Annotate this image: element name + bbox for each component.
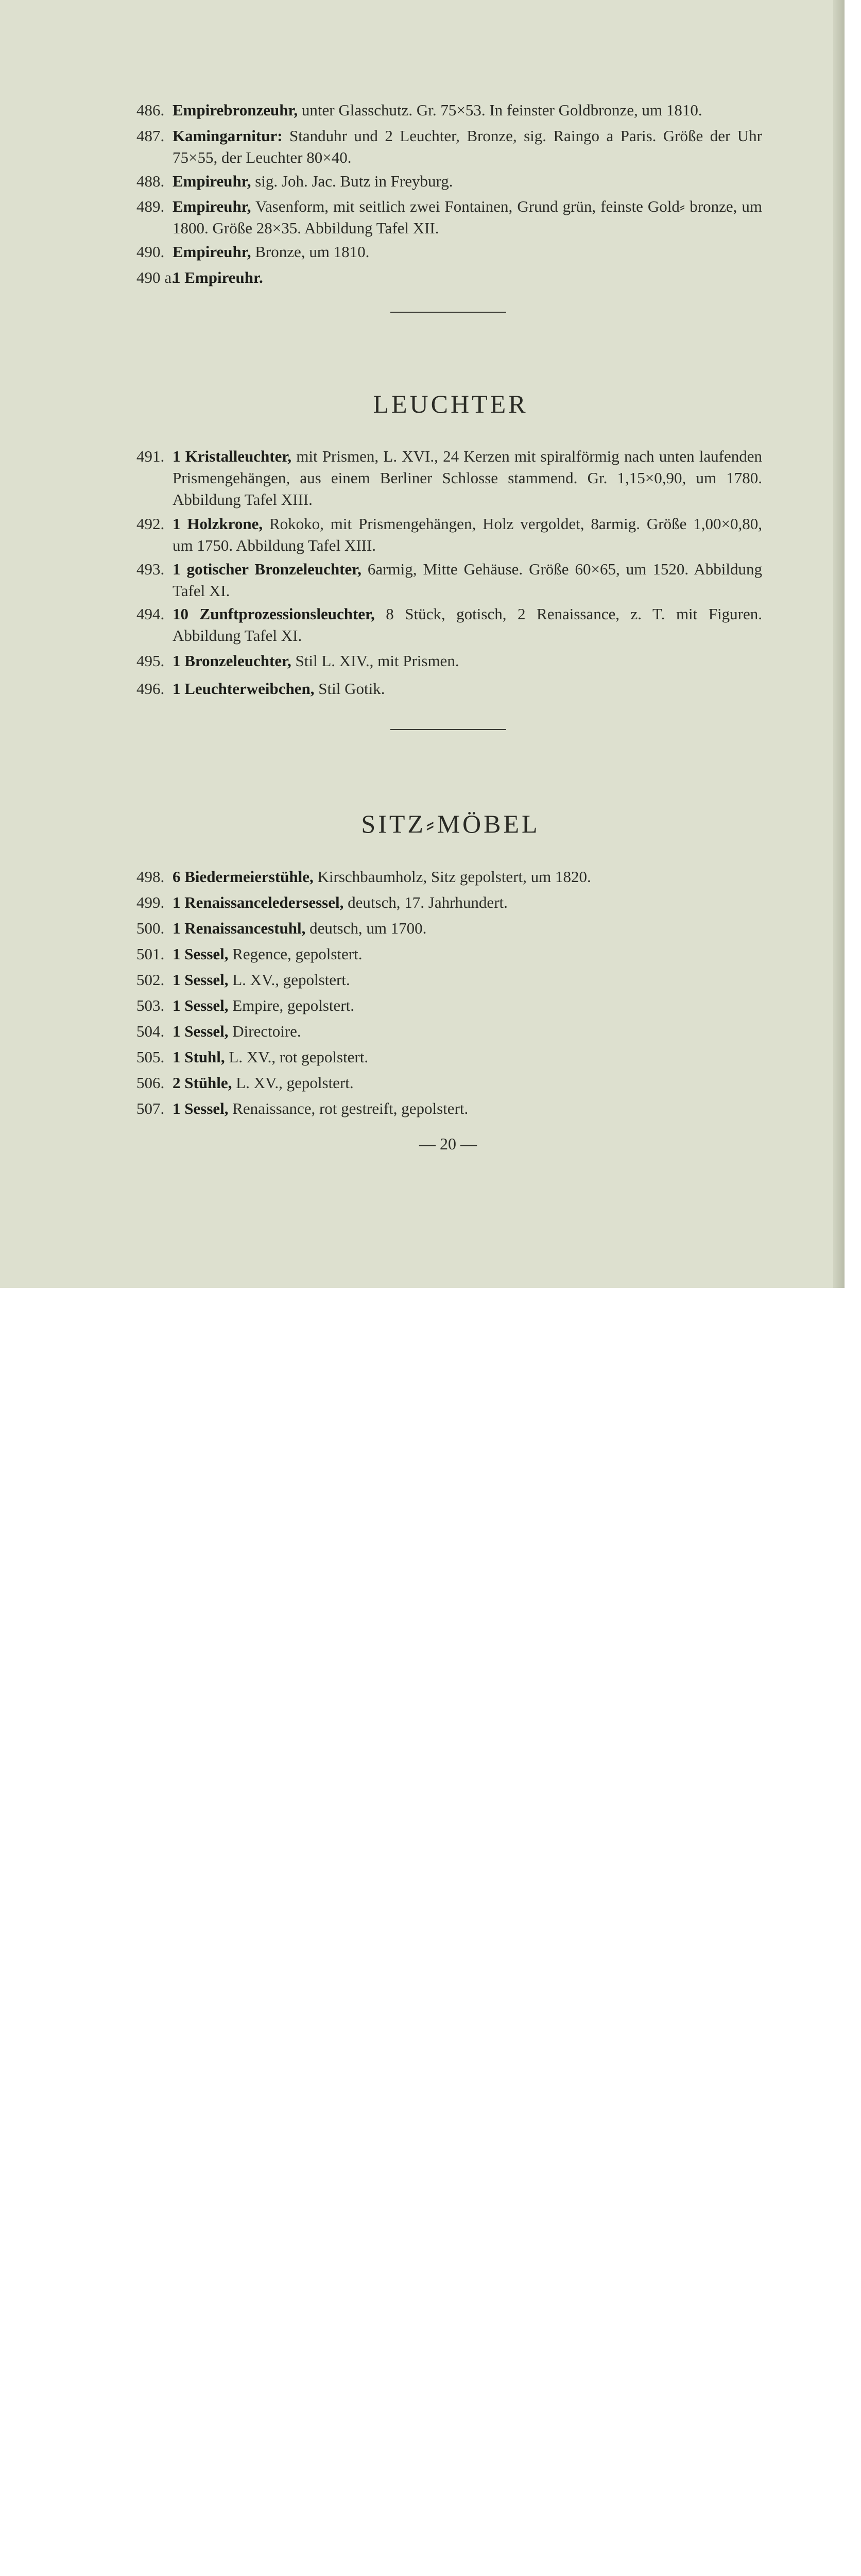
entry-text: deutsch, 17. Jahrhundert. xyxy=(343,893,508,911)
catalog-entry xyxy=(136,995,762,1016)
entry-number: 488. xyxy=(136,172,165,190)
entry-number: 502. xyxy=(136,971,165,989)
catalog-entry xyxy=(136,892,762,913)
entry-text: Regence, gepolstert. xyxy=(228,945,363,963)
entry-number: 490 a. xyxy=(136,268,176,286)
entry-text: Directoire. xyxy=(228,1022,301,1040)
entry-number: 489. xyxy=(136,197,165,215)
entry-title: 1 Leuchterweibchen, xyxy=(173,680,315,698)
entry-number: 507. xyxy=(136,1099,165,1117)
section-heading-leuchter: LEUCHTER xyxy=(373,389,528,418)
catalog-entry xyxy=(136,678,762,700)
entry-number: 493. xyxy=(136,560,165,578)
section-heading-sitzmoebel: SITZ⸗MÖBEL xyxy=(361,809,540,838)
catalog-entry xyxy=(136,866,762,888)
entry-title: 2 Stühle, xyxy=(173,1074,232,1092)
catalog-entry xyxy=(136,603,762,647)
catalog-entry xyxy=(136,1046,762,1068)
catalog-entry xyxy=(136,943,762,965)
entry-title: 1 Sessel, xyxy=(173,945,229,963)
entry-number: 490. xyxy=(136,243,165,261)
entry-text: Standuhr und 2 Leuchter, Bronze, sig. Raingo a Paris. Größe der Uhr 75×55, der Leuchter 80×40. xyxy=(173,127,762,166)
page-number: — 20 — xyxy=(419,1134,477,1153)
entry-number: 491. xyxy=(136,447,165,465)
catalog-entry xyxy=(136,918,762,939)
entry-text: Kirschbaumholz, Sitz gepolstert, um 1820. xyxy=(313,868,591,886)
entry-text: sig. Joh. Jac. Butz in Freyburg. xyxy=(251,172,453,190)
page-edge-shadow xyxy=(833,0,845,1288)
entry-title: Empirebronzeuhr, xyxy=(173,101,298,119)
entry-text: L. XV., gepolstert. xyxy=(232,1074,354,1092)
entry-text: 8 Stück, gotisch, 2 Renaissance, z. T. mit Figuren. Abbildung Tafel XI. xyxy=(173,605,762,645)
entry-number: 506. xyxy=(136,1074,165,1092)
footer-bar xyxy=(0,1288,861,1356)
catalog-entry xyxy=(136,267,762,289)
entry-number: 494. xyxy=(136,605,165,623)
entry-title: 1 Sessel, xyxy=(173,996,229,1014)
entry-title: 1 Sessel, xyxy=(173,1099,229,1117)
entry-title: 1 Sessel, xyxy=(173,1022,229,1040)
entry-title: 1 Renaissancestuhl, xyxy=(173,919,306,937)
entry-text: Vasenform, mit seitlich zwei Fontainen, Grund grün, feinste Gold⸗ bronze, um 1800. Größe 28×35. Abbildung Tafel XII. xyxy=(173,197,762,237)
catalog-entry xyxy=(136,171,762,192)
entry-title: Empireuhr, xyxy=(173,243,251,261)
entry-number: 505. xyxy=(136,1048,165,1066)
entry-number: 504. xyxy=(136,1022,165,1040)
entry-number: 498. xyxy=(136,868,165,886)
entry-title: 1 gotischer Bronzeleuchter, xyxy=(173,560,361,578)
catalog-entry xyxy=(136,1021,762,1042)
entry-title: 1 Sessel, xyxy=(173,971,229,989)
entry-title: 1 Stuhl, xyxy=(173,1048,225,1066)
entry-text: 6armig, Mitte Gehäuse. Größe 60×65, um 1520. Abbildung Tafel XI. xyxy=(173,560,763,600)
entry-title: 1 Kristalleuchter, xyxy=(173,447,292,465)
section-divider xyxy=(390,729,506,730)
entry-text: Bronze, um 1810. xyxy=(251,243,370,261)
catalog-entry xyxy=(136,196,762,239)
catalog-entry xyxy=(136,446,762,511)
catalog-entry xyxy=(136,99,762,121)
entry-number: 499. xyxy=(136,893,165,911)
catalog-entry xyxy=(136,125,762,168)
entry-number: 495. xyxy=(136,652,165,670)
entry-text: Rokoko, mit Prismengehängen, Holz vergoldet, 8armig. Größe 1,00×0,80, um 1750. Abbildung Tafel XIII. xyxy=(173,515,762,554)
entry-text: Renaissance, rot gestreift, gepolstert. xyxy=(228,1099,469,1117)
entry-number: 487. xyxy=(136,127,165,145)
entry-number: 503. xyxy=(136,996,165,1014)
entry-title: Kamingarnitur: xyxy=(173,127,283,145)
entry-title: 6 Biedermeierstühle, xyxy=(173,868,314,886)
entry-text: deutsch, um 1700. xyxy=(305,919,427,937)
entry-text: unter Glasschutz. Gr. 75×53. In feinster Goldbronze, um 1810. xyxy=(298,101,702,119)
entry-title: 10 Zunftprozessionsleuchter, xyxy=(173,605,375,623)
scanned-page xyxy=(0,0,845,1288)
entry-title: 1 Empireuhr. xyxy=(173,268,263,286)
catalog-entry xyxy=(136,1072,762,1094)
catalog-entry xyxy=(136,241,762,263)
entry-text: mit Prismen, L. XVI., 24 Kerzen mit spiralförmig nach unten laufenden Prismengehängen, aus einem Berliner Schlosse stammend. Gr. 1,15×0,90, um 1780. Abbildung Tafel XIII. xyxy=(173,447,762,509)
entry-title: 1 Renaissanceledersessel, xyxy=(173,893,344,911)
catalog-entry xyxy=(136,513,762,556)
entry-number: 492. xyxy=(136,515,165,533)
entry-number: 500. xyxy=(136,919,165,937)
entry-text: Stil L. XIV., mit Prismen. xyxy=(291,652,459,670)
entry-text: Stil Gotik. xyxy=(314,680,385,698)
catalog-entry xyxy=(136,558,762,602)
entry-text: L. XV., gepolstert. xyxy=(228,971,350,989)
entry-title: 1 Holzkrone, xyxy=(173,515,263,533)
entry-text: L. XV., rot gepolstert. xyxy=(225,1048,369,1066)
entry-title: 1 Bronzeleuchter, xyxy=(173,652,291,670)
entry-number: 501. xyxy=(136,945,165,963)
entry-title: Empireuhr, xyxy=(173,197,251,215)
catalog-entry xyxy=(136,650,762,672)
section-divider xyxy=(390,312,506,313)
catalog-entry xyxy=(136,969,762,991)
catalog-entry xyxy=(136,1098,762,1120)
entry-title: Empireuhr, xyxy=(173,172,251,190)
entry-number: 486. xyxy=(136,101,165,119)
entry-number: 496. xyxy=(136,680,165,698)
entry-text: Empire, gepolstert. xyxy=(228,996,354,1014)
